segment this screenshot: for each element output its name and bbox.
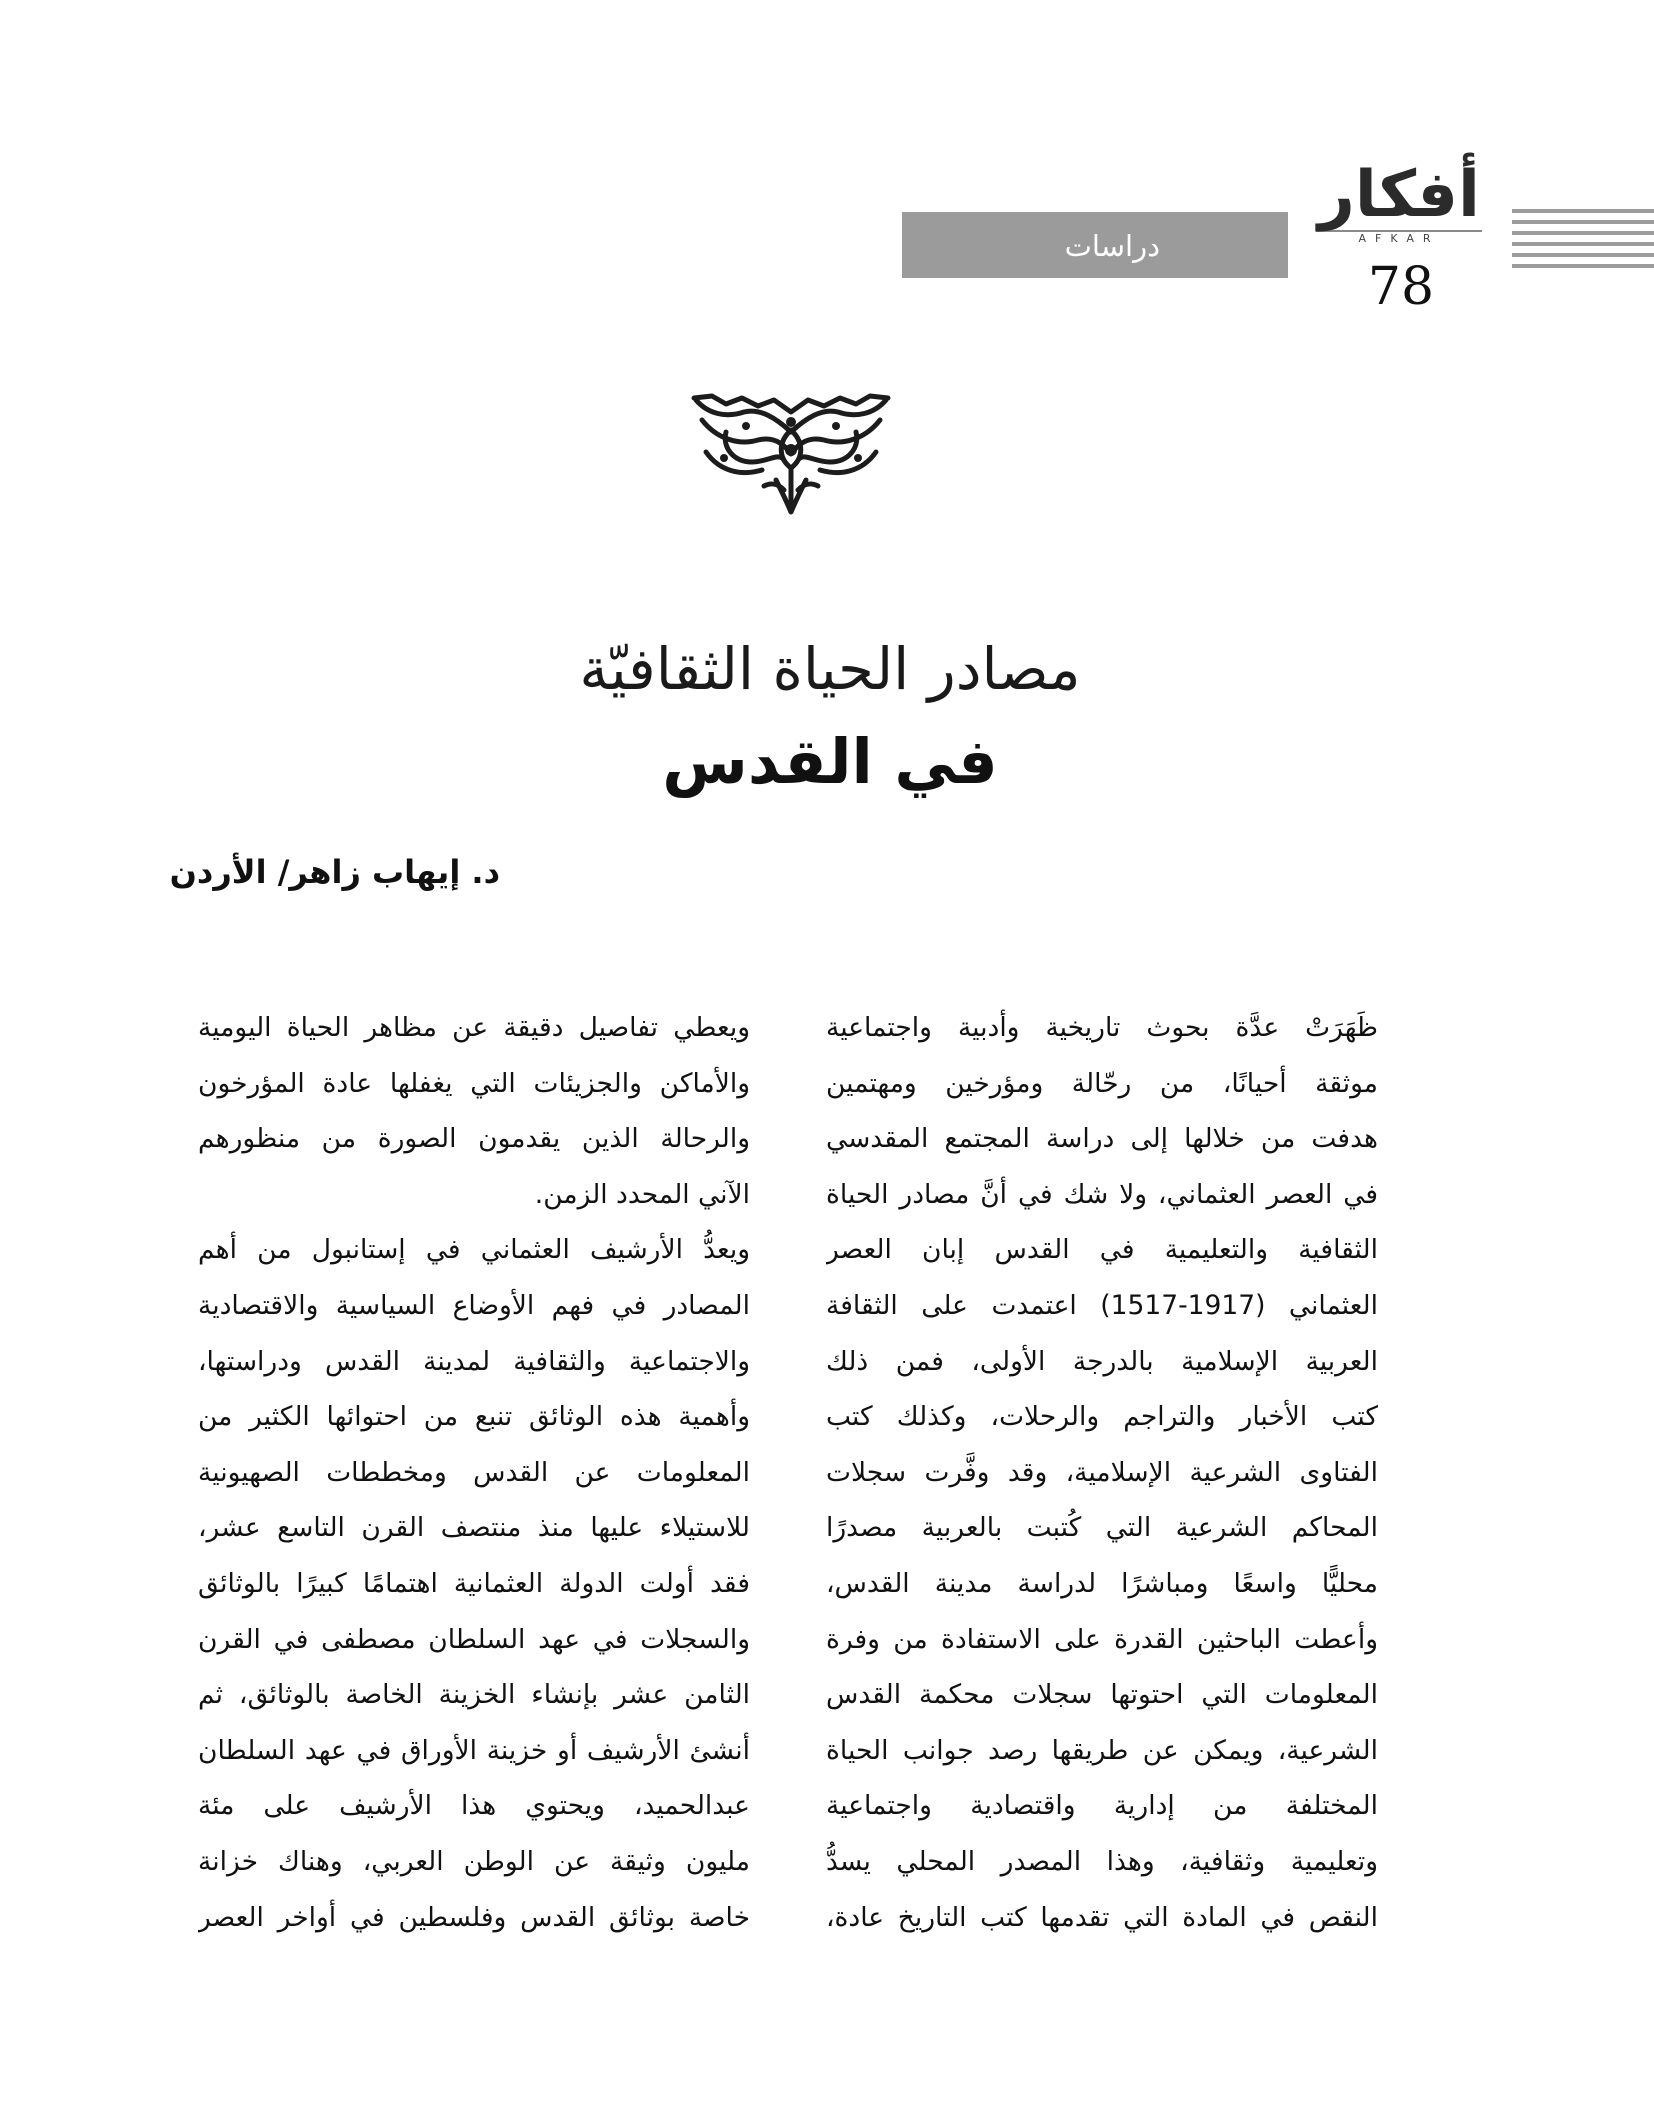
paragraph-line: المحاكم الشرعية التي كُتبت بالعربية مصدرًا — [826, 1512, 1378, 1544]
paragraph-line: المصادر في فهم الأوضاع السياسية والاقتصادية — [198, 1289, 750, 1321]
paragraph-line: أنشئ الأرشيف أو خزينة الأوراق في عهد السلطان — [198, 1734, 750, 1766]
page-number: 78 — [1367, 257, 1435, 317]
paragraph-line: الثقافية والتعليمية في القدس إبان العصر — [826, 1234, 1378, 1266]
paragraph-line: محليًّا واسعًا ومباشرًا لدراسة مدينة القدس، — [826, 1567, 1378, 1599]
paragraph-line: الشرعية، ويمكن عن طريقها رصد جوانب الحياة — [826, 1734, 1378, 1766]
ornament-icon — [686, 392, 896, 516]
paragraph-line: وأعطت الباحثين القدرة على الاستفادة من وفرة — [826, 1623, 1378, 1655]
paragraph-line: الثامن عشر بإنشاء الخزينة الخاصة بالوثائق، ثم — [198, 1679, 750, 1711]
section-label: دراسات — [1064, 229, 1160, 263]
paragraph-line: خاصة بوثائق القدس وفلسطين في أواخر العصر — [198, 1901, 750, 1933]
paragraph-line: هدفت من خلالها إلى دراسة المجتمع المقدسي — [826, 1123, 1378, 1155]
paragraph-line: العثماني (1917-1517) اعتمدت على الثقافة — [826, 1289, 1378, 1321]
paragraph-line: والأماكن والجزيئات التي يغفلها عادة المؤرخون — [198, 1067, 750, 1099]
paragraph-line: الفتاوى الشرعية الإسلامية، وقد وفَّرت سجلات — [826, 1456, 1378, 1488]
section-bar — [902, 212, 1288, 278]
logo-latin: AFKAR — [1358, 232, 1440, 245]
paragraph-line: فقد أولت الدولة العثمانية اهتمامًا كبيرًا بالوثائق — [198, 1567, 750, 1599]
paragraph-line: وتعليمية وثقافية، وهذا المصدر المحلي يسدُّ — [826, 1845, 1378, 1877]
paragraph-line: عبدالحميد، ويحتوي هذا الأرشيف على مئة — [198, 1790, 750, 1822]
paragraph-line: للاستيلاء عليها منذ منتصف القرن التاسع عشر، — [198, 1512, 750, 1544]
paragraph-line: الآني المحدد الزمن. — [534, 1178, 750, 1210]
paragraph-line: في العصر العثماني، ولا شك في أنَّ مصادر الحياة — [826, 1178, 1378, 1210]
paragraph-line: والاجتماعية والثقافية لمدينة القدس ودراستها، — [198, 1345, 750, 1377]
paragraph-line: العربية الإسلامية بالدرجة الأولى، فمن ذلك — [826, 1345, 1378, 1377]
paragraph-line: والرحالة الذين يقدمون الصورة من منظورهم — [198, 1123, 750, 1155]
paragraph-line: ويعطي تفاصيل دقيقة عن مظاهر الحياة اليومية — [198, 1012, 750, 1043]
article-title-line2: في القدس — [662, 725, 998, 798]
paragraph-line: المعلومات عن القدس ومخططات الصهيونية — [198, 1456, 750, 1488]
article-author: د. إيهاب زاهر/ الأردن — [169, 853, 500, 891]
paragraph-line: كتب الأخبار والتراجم والرحلات، وكذلك كتب — [826, 1401, 1378, 1433]
paragraph-line: والسجلات في عهد السلطان مصطفى في القرن — [198, 1623, 750, 1655]
paragraph-line: ويعدُّ الأرشيف العثماني في إستانبول من أهم — [198, 1234, 750, 1266]
paragraph-line: ظَهَرَتْ عدَّة بحوث تاريخية وأدبية واجتماعية — [826, 1012, 1378, 1043]
logo-arabic: أفكار — [1318, 158, 1480, 232]
paragraph-line: مليون وثيقة عن الوطن العربي، وهناك خزانة — [198, 1845, 750, 1877]
paragraph-line: المختلفة من إدارية واقتصادية واجتماعية — [826, 1790, 1378, 1822]
magazine-logo — [1316, 158, 1482, 252]
header-stripes — [1512, 209, 1654, 281]
paragraph-line: المعلومات التي احتوتها سجلات محكمة القدس — [826, 1679, 1378, 1711]
paragraph-line: النقص في المادة التي تقدمها كتب التاريخ عادة، — [826, 1901, 1378, 1933]
body-column-right — [826, 1000, 1378, 1945]
paragraph-line: موثقة أحيانًا، من رحّالة ومؤرخين ومهتمين — [826, 1067, 1378, 1099]
article-title-line1: مصادر الحياة الثقافيّة — [579, 635, 1081, 703]
body-column-left — [198, 1000, 750, 1945]
paragraph-line: وأهمية هذه الوثائق تنبع من احتوائها الكثير من — [198, 1401, 750, 1433]
